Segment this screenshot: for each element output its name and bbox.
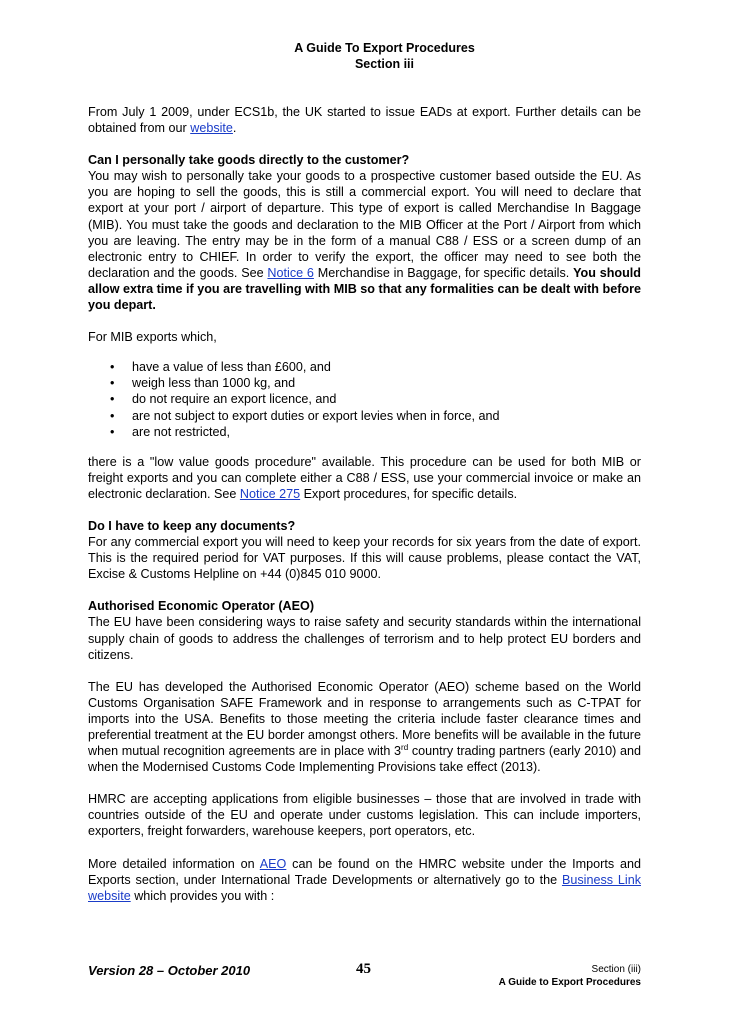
document-title: A Guide To Export Procedures — [294, 41, 475, 55]
aeo-link[interactable]: AEO — [259, 856, 287, 871]
footer-version: Version 28 – October 2010 — [88, 963, 251, 978]
page-footer — [88, 959, 641, 999]
website-link[interactable]: website — [190, 121, 233, 136]
aeo-paragraph-4: More detailed information on AEO can be found on the HMRC website under the Imports and Exports section, under International Trade Developments or alternatively go to the Business Link website which provides you with : — [88, 856, 641, 903]
aeo-paragraph-2: The EU has developed the Authorised Economic Operator (AEO) scheme based on the World Customs Organisation SAFE Framework and in response to arrangements such as C-TPAT for imports into the USA. Benefits to those meeting the criteria include faster clearance times and preferential treatment at the EU border amongst others. More benefits will be available in the future when mutual recognition agreements are in place with 3rd country trading partners (early 2010) and when the Modernised Customs Code Implementing Provisions take effect (2013). — [88, 679, 641, 775]
q1-bold-note: You should allow extra time if you are travelling with MIB so that any formalities can be dealt with before you depart. — [88, 265, 642, 313]
list-item: • weigh less than 1000 kg, and — [88, 375, 641, 391]
document-section: Section iii — [354, 57, 415, 71]
document-header — [128, 40, 641, 72]
document-page — [88, 40, 641, 904]
list-item: • do not require an export licence, and — [88, 391, 641, 407]
mib-criteria-list — [88, 359, 641, 439]
q1-heading: Can I personally take goods directly to the customer? — [88, 153, 410, 168]
footer-section-info — [499, 963, 641, 989]
page-number: 45 — [356, 961, 371, 977]
footer-section: Section (iii) — [591, 964, 641, 975]
aeo-paragraph-1: The EU have been considering ways to raise safety and security standards within the international supply chain of goods to address the challenges of terrorism and to help protect EU borders and citizens. — [88, 615, 641, 662]
aeo-paragraph-3: HMRC are accepting applications from eligible businesses – those that are involved in trade with countries outside of the EU and operate under customs legislation. This can include importers, exporters, freight forwarders, warehouse keepers, port operators, etc. — [88, 792, 641, 839]
footer-guide-title: A Guide to Export Procedures — [498, 977, 641, 988]
list-item: • have a value of less than £600, and — [88, 359, 641, 375]
q1-body: You may wish to personally take your goods to a prospective customer based outside the EU. As you are hoping to sell the goods, this is still a commercial export. You will need to declare that export at your port / airport of departure. This type of export is called Merchandise In Baggage (MIB). You must take the goods and declaration to the MIB Officer at the Port / Airport from which you are leaving. The entry may be in the form of a manual C88 / ESS or a screen dump of an electronic entry to CHIEF. In order to verify the export, the officer may need to see both the declaration and the goods. See Notice 6 Merchandise in Baggage, for specific details. You should allow extra time if you are travelling with MIB so that any formalities can be dealt with before you depart. — [88, 169, 642, 313]
list-item: • are not subject to export duties or export levies when in force, and — [88, 408, 641, 424]
low-value-paragraph: there is a "low value goods procedure" available. This procedure can be used for both MIB or freight exports and you can complete either a C88 / ESS, use your commercial invoice or make an electronic declaration. See Notice 275 Export procedures, for specific details. — [88, 454, 641, 501]
intro-paragraph: From July 1 2009, under ECS1b, the UK started to issue EADs at export. Further details can be obtained from our website. — [88, 105, 641, 136]
notice-6-link[interactable]: Notice 6 — [267, 265, 314, 280]
aeo-heading: Authorised Economic Operator (AEO) — [88, 599, 315, 614]
mib-intro: For MIB exports which, — [88, 330, 217, 345]
business-link-website-link[interactable]: Business Link website — [88, 872, 641, 903]
q2-body: For any commercial export you will need to keep your records for six years from the date of export. This is the required period for VAT purposes. If this will cause problems, please contact the VAT, Excise & Customs Helpline on +44 (0)845 010 9000. — [88, 535, 641, 582]
list-item: • are not restricted, — [88, 424, 641, 440]
notice-275-link[interactable]: Notice 275 — [239, 486, 301, 501]
q2-heading: Do I have to keep any documents? — [88, 518, 296, 533]
